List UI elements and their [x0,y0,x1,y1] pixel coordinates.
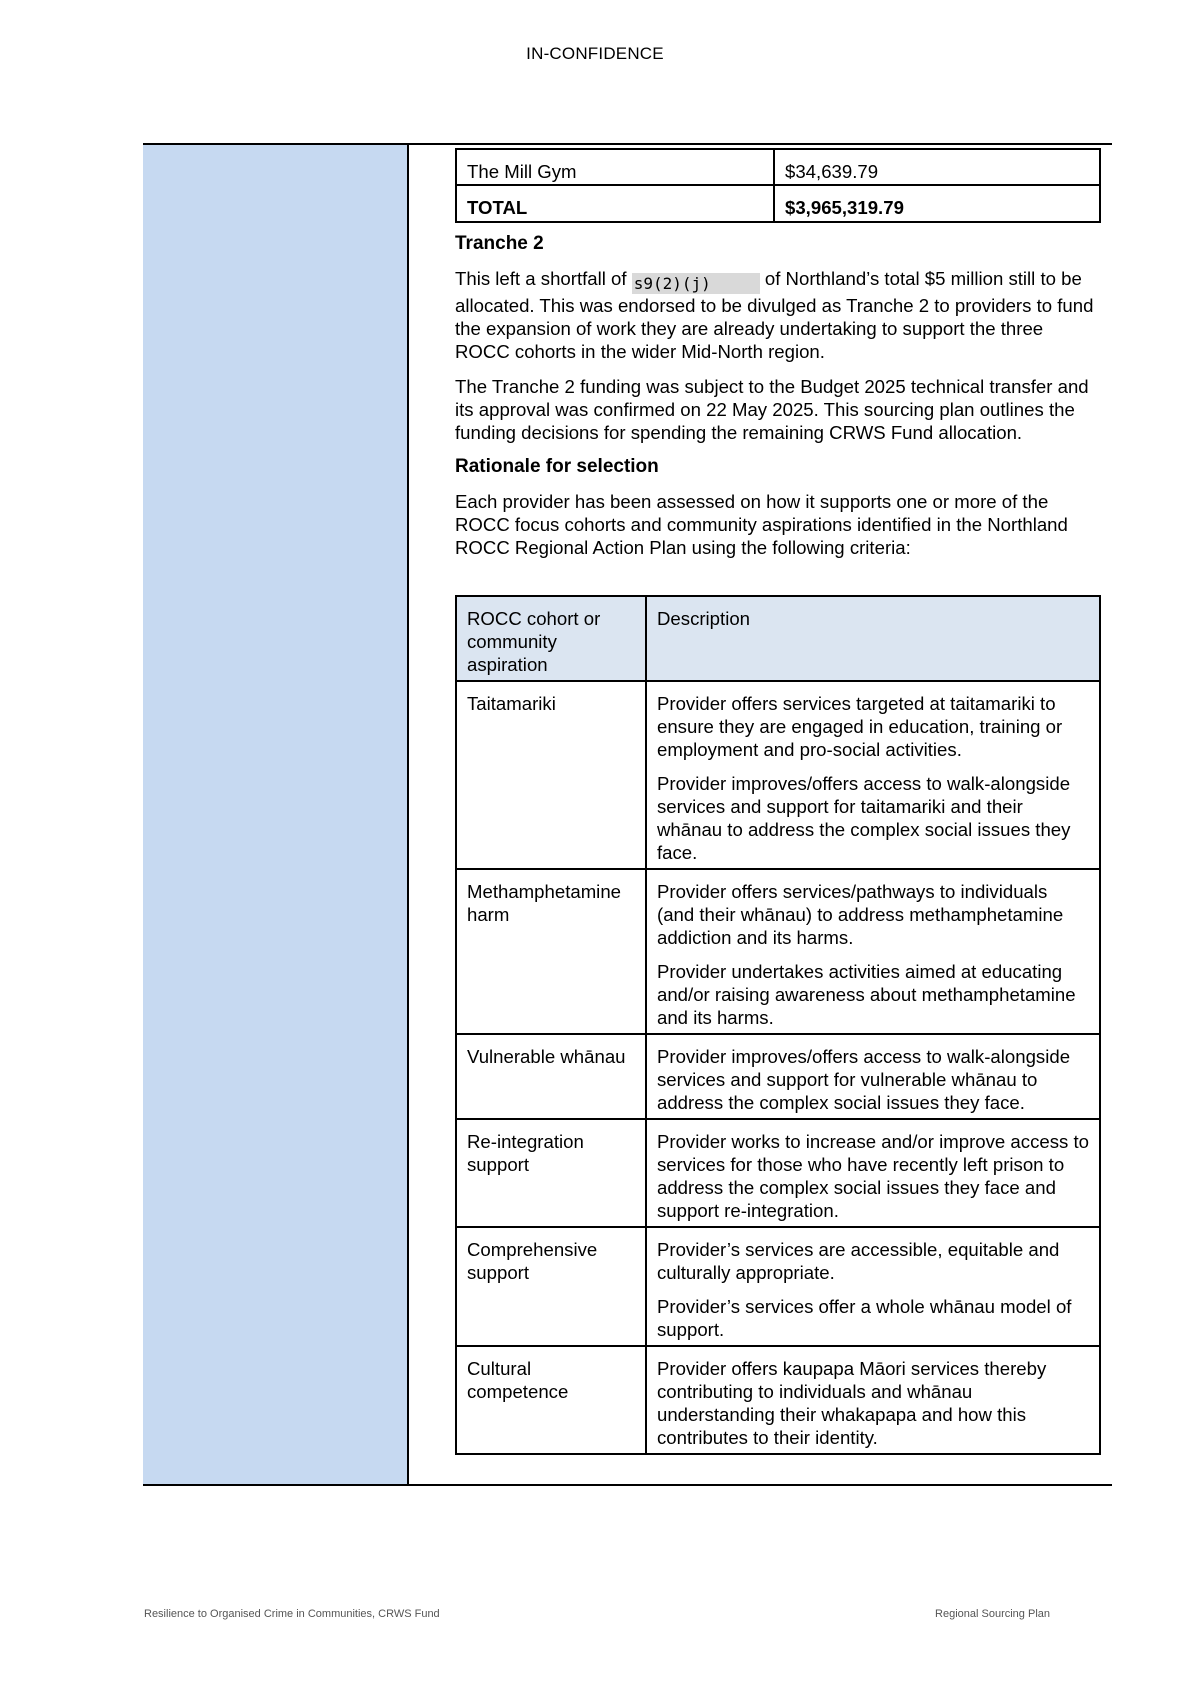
description-text: Provider works to increase and/or improve access to services for those who have recently left prison to address the complex social issues they face and support re-integration. [657,1131,1089,1221]
table-row [456,1119,1100,1227]
criteria-table [455,595,1101,1455]
amounts-table [455,148,1101,223]
tranche2-paragraph-2: The Tranche 2 funding was subject to the Budget 2025 technical transfer and its approval was confirmed on 22 May 2025. This sourcing plan outlines the funding decisions for spending the remaining CRWS Fund allocation. [455,376,1089,443]
description-cell [646,1346,1100,1454]
cohort-cell: Taitamariki [456,681,646,869]
side-column [143,145,409,1484]
rationale-heading: Rationale for selection [455,456,659,477]
cohort-cell: Cultural competence [456,1346,646,1454]
description-text: Provider’s services offer a whole whānau model of support. [657,1296,1072,1340]
total-label: TOTAL [456,185,774,222]
table-row [456,1034,1100,1119]
description-text: Provider offers kaupapa Māori services thereby contributing to individuals and whānau understanding their whakapapa and how this contributes to their identity. [657,1358,1047,1448]
description-text: Provider offers services/pathways to individuals (and their whānau) to address methamphetamine addiction and its harms. [657,881,1064,948]
description-cell [646,869,1100,1034]
classification-header: IN-CONFIDENCE [526,44,664,63]
content-frame [143,143,1112,1486]
cohort-cell: Methamphetamine harm [456,869,646,1034]
column-header-cohort: ROCC cohort or community aspiration [456,596,646,681]
table-row [456,869,1100,1034]
main-content [455,145,1101,1455]
description-text: Provider improves/offers access to walk-alongside services and support for vulnerable whānau to address the complex social issues they face. [657,1046,1071,1113]
cohort-cell: Vulnerable whānau [456,1034,646,1119]
redaction-block: s9(2)(j) [632,273,760,294]
provider-amount-cell: $34,639.79 [774,149,1100,185]
description-text: Provider improves/offers access to walk-alongside services and support for taitamariki and their whānau to address the complex social issues they face. [657,773,1071,863]
cohort-cell: Comprehensive support [456,1227,646,1346]
description-cell [646,1034,1100,1119]
table-row [456,1346,1100,1454]
description-cell [646,1227,1100,1346]
tranche2-heading: Tranche 2 [455,233,544,254]
text-fragment: of Northland’s total $5 million still to be allocated. This was endorsed to be divulged as Tranche 2 to providers to fund the expansion of work they are already undertaking to support the three ROCC cohorts in the wider Mid-North region. [455,268,1094,362]
rationale-intro: Each provider has been assessed on how it supports one or more of the ROCC focus cohorts and community aspirations identified in the Northland ROCC Regional Action Plan using the following criteria: [455,491,1068,558]
total-row [456,185,1100,222]
description-cell [646,1119,1100,1227]
description-text: Provider offers services targeted at taitamariki to ensure they are engaged in education, training or employment and pro-social activities. [657,693,1063,760]
cohort-cell: Re-integration support [456,1119,646,1227]
column-header-description: Description [646,596,1100,681]
tranche2-paragraph-1 [455,267,1101,363]
description-cell [646,681,1100,869]
table-header-row [456,596,1100,681]
footer-right: Regional Sourcing Plan [935,1608,1050,1620]
description-text: Provider undertakes activities aimed at educating and/or raising awareness about methamphetamine and its harms. [657,961,1076,1028]
table-row [456,681,1100,869]
description-text: Provider’s services are accessible, equitable and culturally appropriate. [657,1239,1060,1283]
table-row [456,1227,1100,1346]
provider-name-cell: The Mill Gym [456,149,774,185]
text-fragment: This left a shortfall of [455,268,632,289]
table-row [456,149,1100,185]
total-amount: $3,965,319.79 [774,185,1100,222]
footer-left: Resilience to Organised Crime in Communities, CRWS Fund [144,1608,440,1620]
